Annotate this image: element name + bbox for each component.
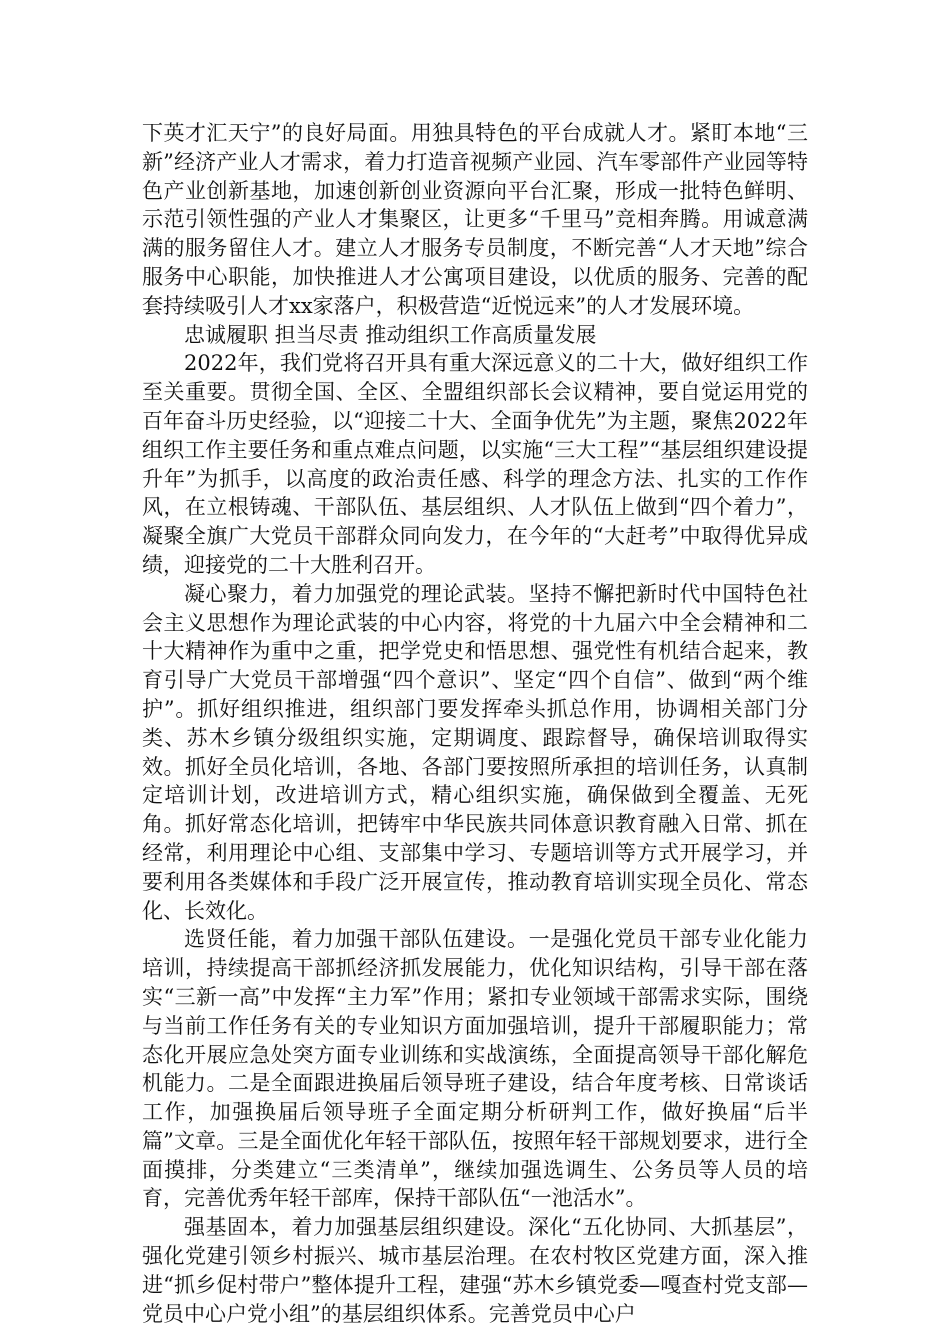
- paragraph-intro: 2022年，我们党将召开具有重大深远意义的二十大，做好组织工作至关重要。贯彻全国、全区、全盟组织部长会议精神，要自觉运用党的百年奋斗历史经验，以“迎接二十大、全面争优先”为主题，聚焦2022年组织工作主要任务和重点难点问题，以实施“三大工程”“基层组织建设提升年”为抓手，以高度的政治责任感、科学的理念方法、扎实的工作作风，在立根铸魂、干部队伍、基层组织、人才队伍上做到“四个着力”，凝聚全旗广大党员干部群众同向发力，在今年的“大赶考”中取得优异成绩，迎接党的二十大胜利召开。: [142, 351, 808, 577]
- section-heading: 忠诚履职 担当尽责 推动组织工作高质量发展: [184, 322, 597, 347]
- paragraph-cadres: 选贤任能，着力加强干部队伍建设。一是强化党员干部专业化能力培训，持续提高干部抓经济抓发展能力，优化知识结构，引导干部在落实“三新一高”中发挥“主力军”作用；紧扣专业领域干部需求实际，围绕与当前工作任务有关的专业知识方面加强培训，提升干部履职能力；常态化开展应急处突方面专业训练和实战演练，全面提高领导干部化解危机能力。二是全面跟进换届后领导班子建设，结合年度考核、日常谈话工作，加强换届后领导班子全面定期分析研判工作，做好换届“后半篇”文章。三是全面优化年轻干部队伍，按照年轻干部规划要求，进行全面摸排，分类建立“三类清单”，继续加强选调生、公务员等人员的培育，完善优秀年轻干部库，保持干部队伍“一池活水”。: [142, 927, 808, 1211]
- document-body: [142, 119, 808, 1328]
- paragraph-theory: 凝心聚力，着力加强党的理论武装。坚持不懈把新时代中国特色社会主义思想作为理论武装的中心内容，将党的十九届六中全会精神和二十大精神作为重中之重，把学党史和悟思想、强党性有机结合起来，教育引导广大党员干部增强“四个意识”、坚定“四个自信”、做到“两个维护”。抓好组织推进，组织部门要发挥牵头抓总作用，协调相关部门分类、苏木乡镇分级组织实施，定期调度、跟踪督导，确保培训取得实效。抓好全员化培训，各地、各部门要按照所承担的培训任务，认真制定培训计划，改进培训方式，精心组织实施，确保做到全覆盖、无死角。抓好常态化培训，把铸牢中华民族共同体意识教育融入日常、抓在经常，利用理论中心组、支部集中学习、专题培训等方式开展学习，并要利用各类媒体和手段广泛开展宣传，推动教育培训实现全员化、常态化、长效化。: [142, 581, 808, 923]
- paragraph-grassroots: 强基固本，着力加强基层组织建设。深化“五化协同、大抓基层”，强化党建引领乡村振兴、城市基层治理。在农村牧区党建方面，深入推进“抓乡促村带户”整体提升工程，建强“苏木乡镇党委—嘎查村党支部—党员中心户党小组”的基层组织体系。完善党员中心户: [142, 1215, 808, 1326]
- paragraph-continuation: 下英才汇天宁”的良好局面。用独具特色的平台成就人才。紧盯本地“三新”经济产业人才需求，着力打造音视频产业园、汽车零部件产业园等特色产业创新基地，加速创新创业资源向平台汇聚，形成一批特色鲜明、示范引领性强的产业人才集聚区，让更多“千里马”竞相奔腾。用诚意满满的服务留住人才。建立人才服务专员制度，不断完善“人才天地”综合服务中心职能，加快推进人才公寓项目建设，以优质的服务、完善的配套持续吸引人才xx家落户，积极营造“近悦远来”的人才发展环境。: [142, 121, 808, 318]
